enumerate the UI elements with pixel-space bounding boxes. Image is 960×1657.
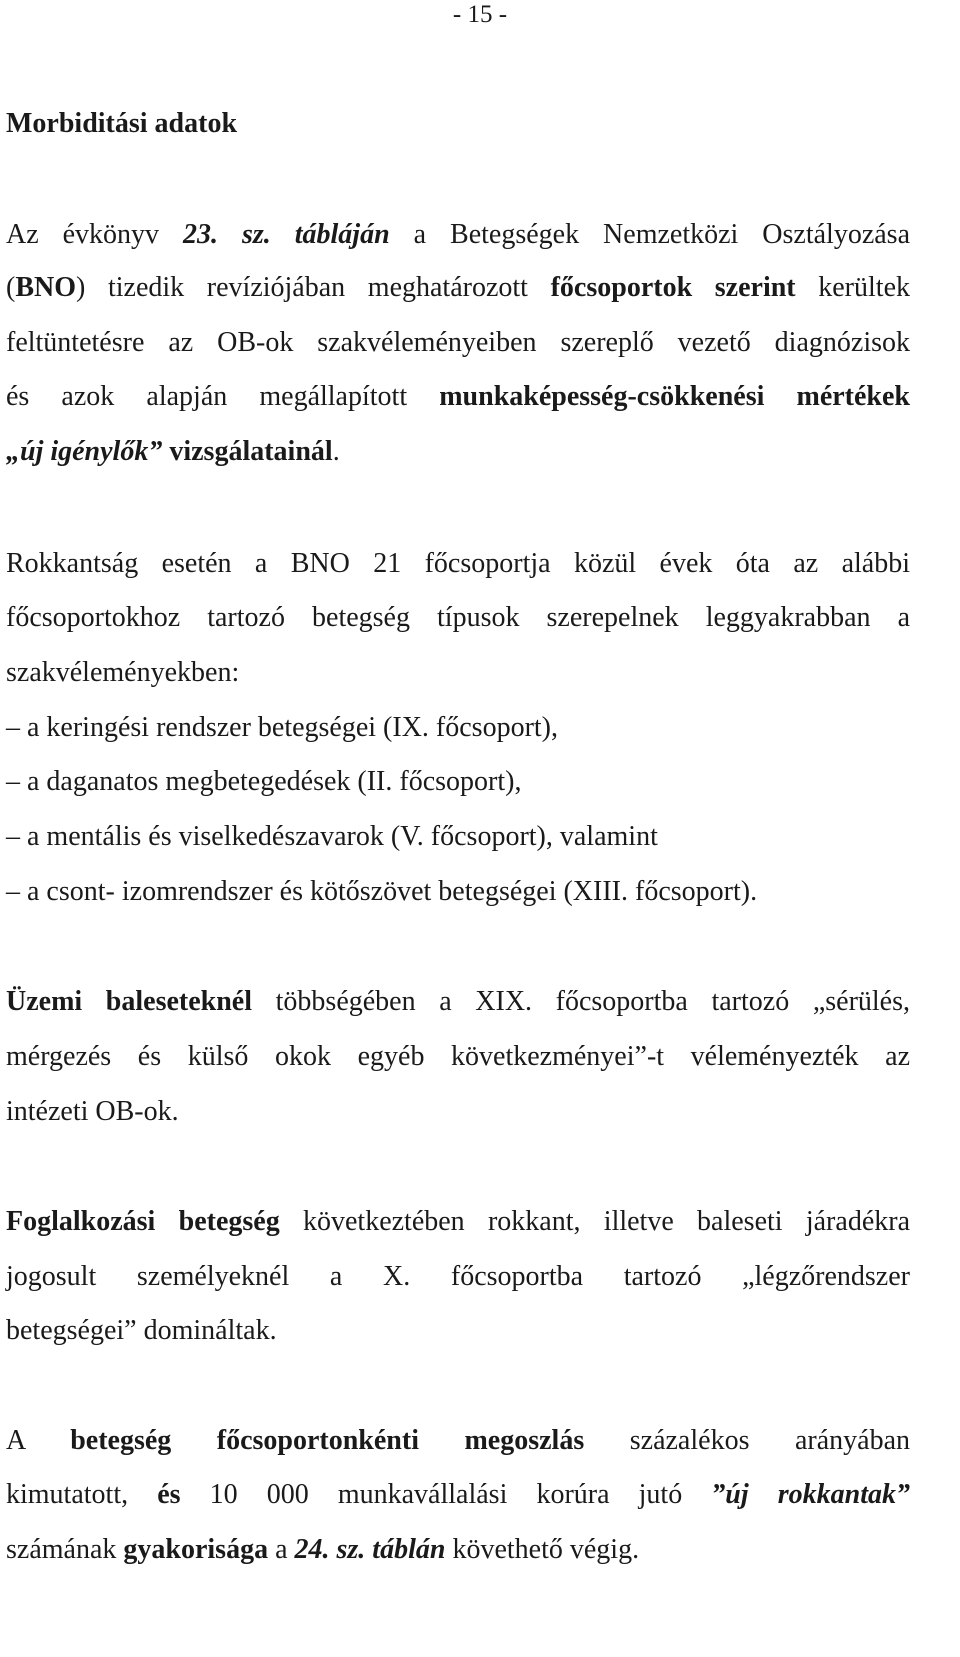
- emphasis: és: [157, 1479, 181, 1510]
- text: százalékos arányában: [584, 1425, 910, 1456]
- p2-line-2: főcsoportokhoz tartozó betegség típusok szerepelnek leggyakrabban a: [6, 602, 910, 633]
- emphasis: ”új rokkantak”: [711, 1479, 910, 1510]
- emphasis: betegség főcsoportonkénti megoszlás: [70, 1425, 585, 1456]
- p1-line-3: feltüntetésre az OB-ok szakvéleményeiben szereplő vezető diagnózisok: [6, 327, 910, 358]
- text: ) tizedik revíziójában meghatározott: [76, 272, 551, 303]
- list-item: – a mentális és viselkedészavarok (V. főcsoport), valamint: [6, 821, 658, 852]
- emphasis: Üzemi baleseteknél: [6, 986, 253, 1017]
- p4-line-2: jogosult személyeknél a X. főcsoportba tartozó „légzőrendszer: [6, 1261, 910, 1292]
- text: többségében a XIX. főcsoportba tartozó „sérülés,: [252, 986, 911, 1017]
- page-number: - 15 -: [452, 1, 508, 28]
- section-heading: Morbiditási adatok: [6, 108, 238, 139]
- text: Az évkönyv: [6, 219, 184, 250]
- text: a Betegségek Nemzetközi Osztályozása: [389, 219, 910, 250]
- p1-line-2: [6, 271, 910, 305]
- text: kerültek: [795, 272, 910, 303]
- p5-line-2: [6, 1478, 910, 1512]
- text: A: [6, 1425, 71, 1456]
- p4-line-3: betegségei” domináltak.: [6, 1315, 277, 1346]
- emphasis: vizsgálatainál: [162, 436, 333, 467]
- text: következtében rokkant, illetve baleseti járadékra: [279, 1206, 910, 1237]
- emphasis: gyakorisága: [123, 1534, 269, 1565]
- emphasis: főcsoportok szerint: [550, 272, 796, 303]
- text: kimutatott,: [6, 1479, 158, 1510]
- list-item: – a daganatos megbetegedések (II. főcsoport),: [6, 766, 522, 797]
- text: 10 000 munkavállalási korúra jutó: [180, 1479, 712, 1510]
- table-reference: 23. sz. tábláján: [183, 219, 390, 250]
- emphasis: Foglalkozási betegség: [6, 1206, 280, 1237]
- bno-abbrev: BNO: [15, 272, 77, 303]
- p4-line-1: [6, 1205, 910, 1239]
- text: követhető végig.: [445, 1534, 640, 1565]
- list-item: – a keringési rendszer betegségei (IX. főcsoport),: [6, 712, 559, 743]
- emphasis: munkaképesség-csökkenési mértékek: [439, 381, 910, 412]
- text: .: [332, 436, 340, 467]
- p3-line-1: [6, 985, 910, 1019]
- text: (: [6, 272, 16, 303]
- p1-line-4: [6, 380, 910, 414]
- p1-line-5: [6, 435, 910, 469]
- emphasis: „új igénylők”: [6, 436, 163, 467]
- p5-line-3: [6, 1533, 910, 1567]
- p2-line-3: szakvéleményekben:: [6, 657, 240, 688]
- p3-line-3: intézeti OB-ok.: [6, 1096, 179, 1127]
- p1-line-1: [6, 218, 910, 252]
- text: a: [268, 1534, 295, 1565]
- p2-line-1: Rokkantság esetén a BNO 21 főcsoportja közül évek óta az alábbi: [6, 548, 910, 579]
- text: számának: [6, 1534, 124, 1565]
- table-reference: 24. sz. táblán: [294, 1534, 446, 1565]
- text: és azok alapján megállapított: [6, 381, 440, 412]
- p3-line-2: mérgezés és külső okok egyéb következményei”-t véleményezték az: [6, 1041, 910, 1072]
- p5-line-1: [6, 1424, 910, 1458]
- list-item: – a csont- izomrendszer és kötőszövet betegségei (XIII. főcsoport).: [6, 876, 758, 907]
